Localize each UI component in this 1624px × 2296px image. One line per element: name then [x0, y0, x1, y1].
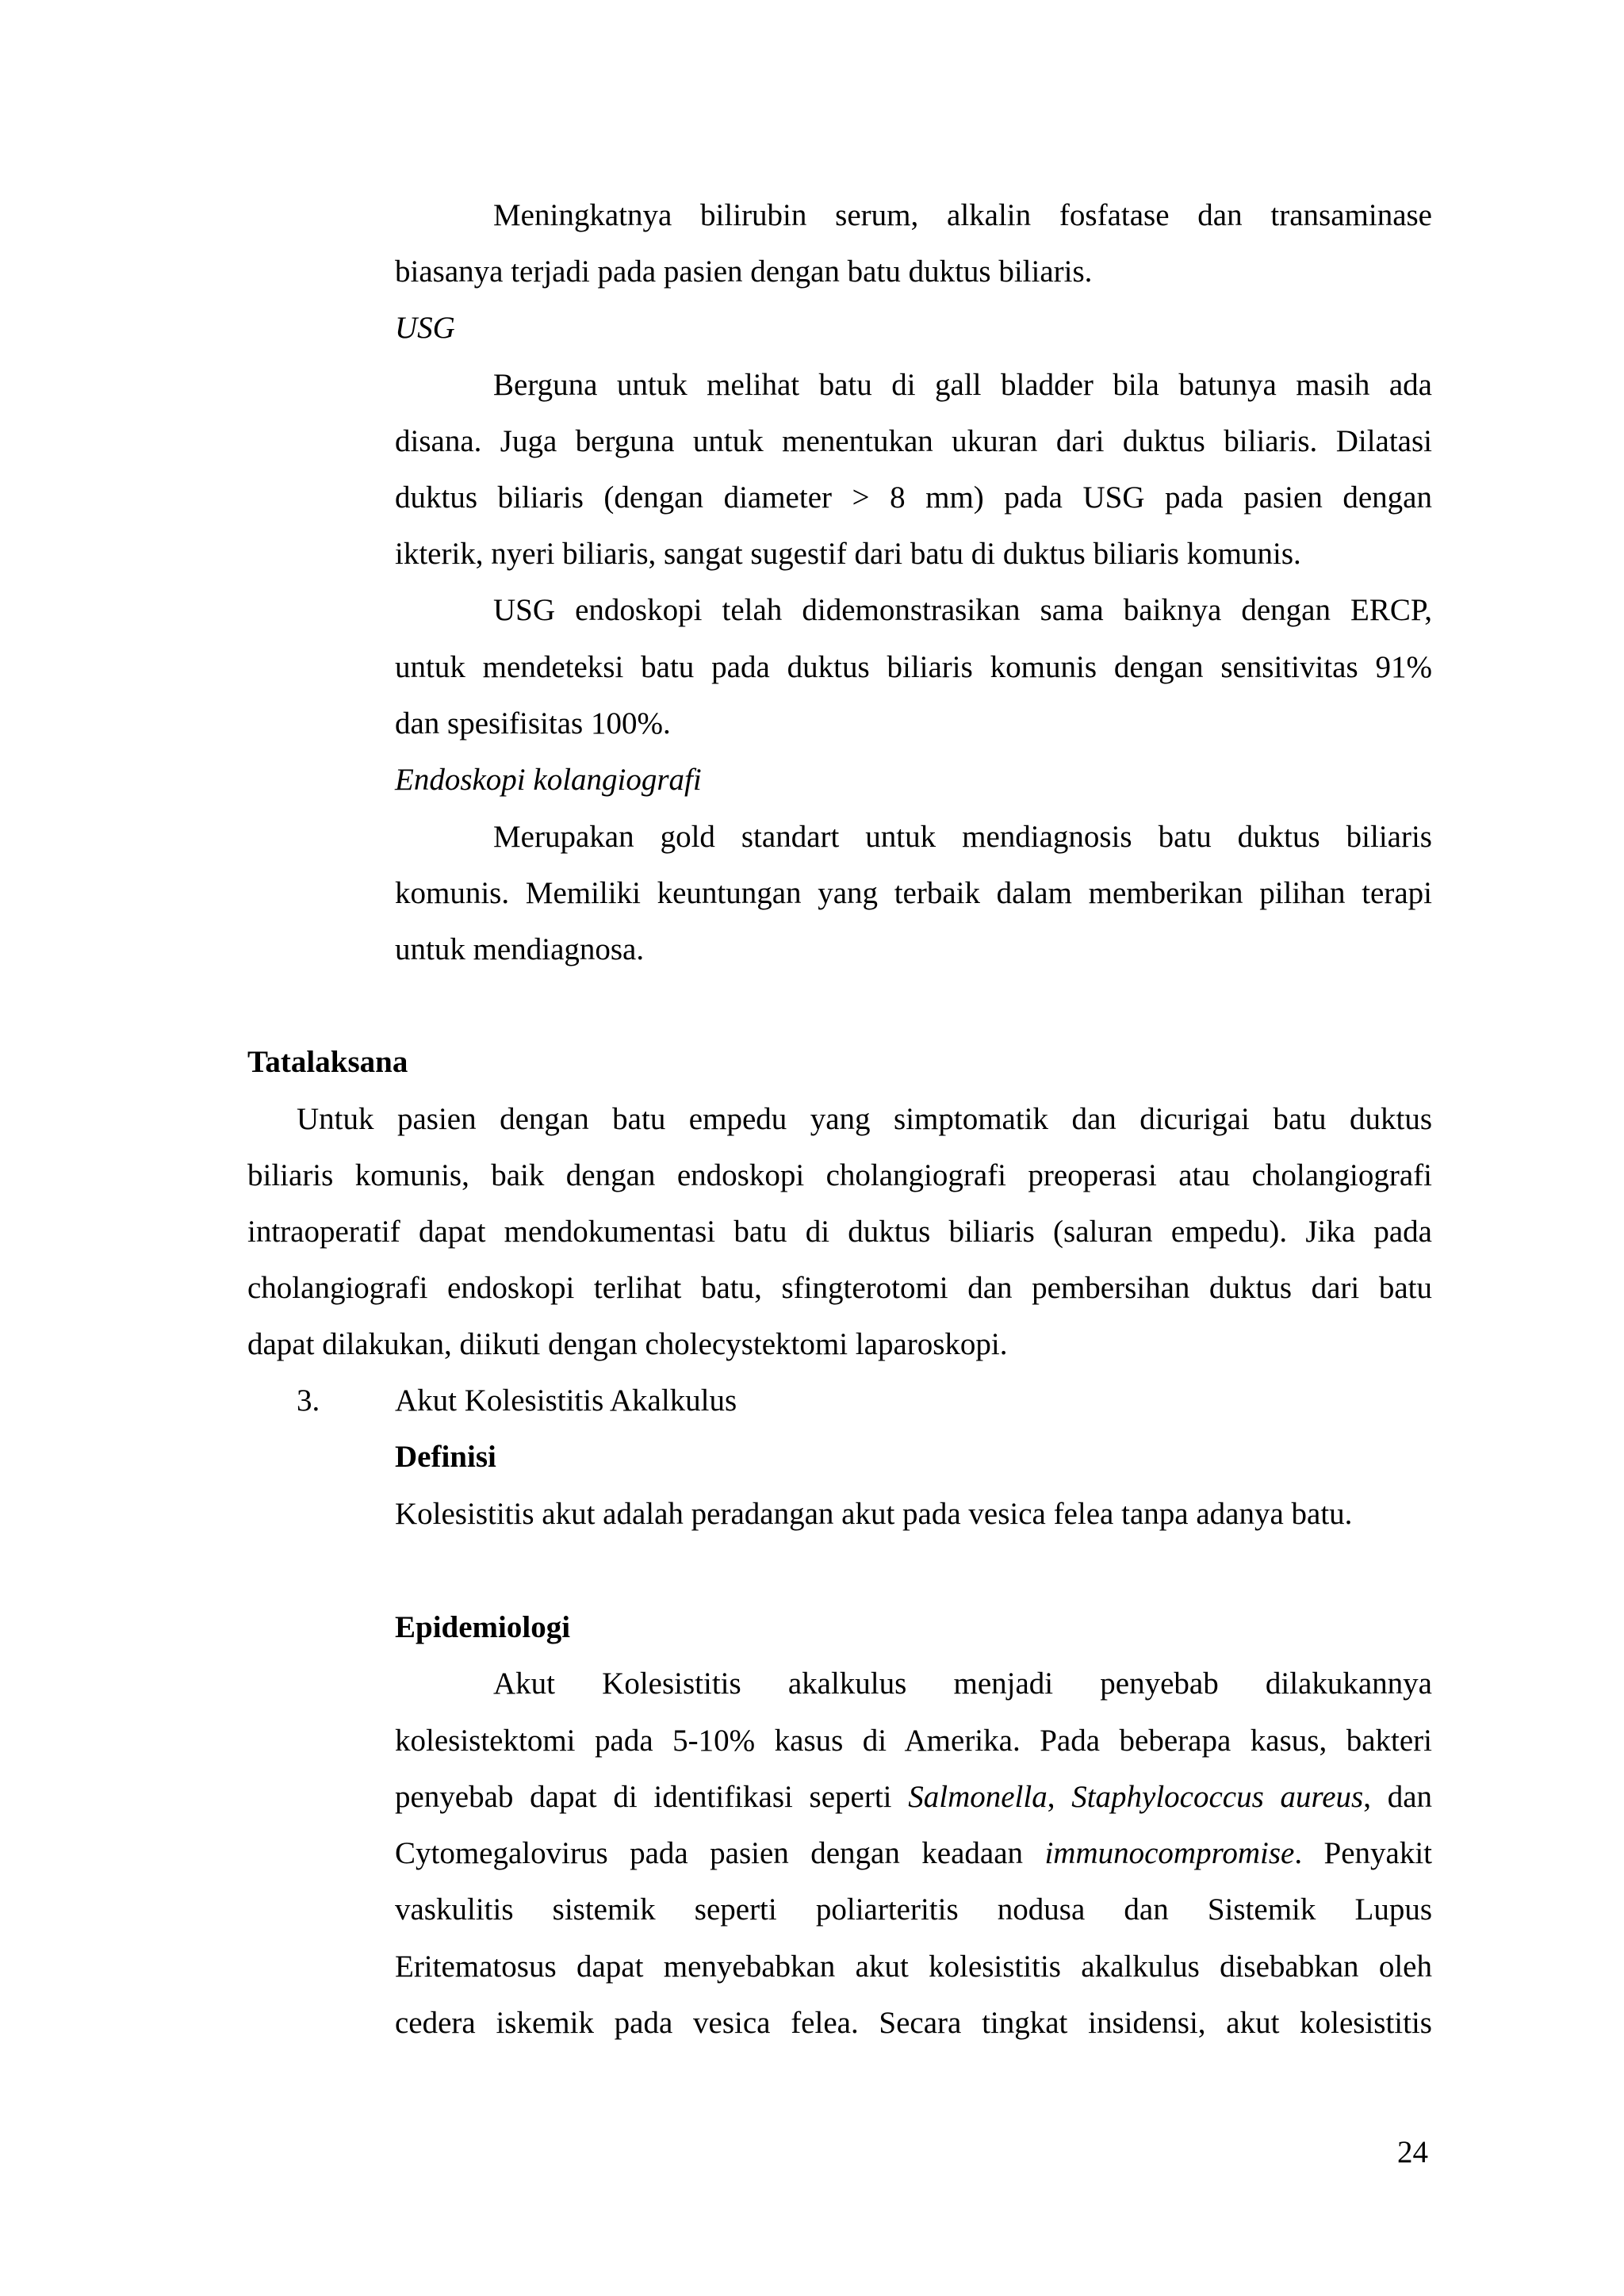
text-run: . Penyakit — [1294, 1836, 1432, 1870]
paragraph-line: duktus biliaris (dengan diameter > 8 mm) pada USG pada pasien dengan — [395, 480, 1432, 515]
paragraph-line: Untuk pasien dengan batu empedu yang simptomatik dan dicurigai batu duktus — [297, 1102, 1432, 1136]
paragraph-line: USG endoskopi telah didemonstrasikan sama baiknya dengan ERCP, — [493, 593, 1432, 627]
paragraph-line: dan spesifisitas 100%. — [395, 706, 671, 740]
paragraph-line: untuk mendiagnosa. — [395, 932, 645, 966]
paragraph-line: Merupakan gold standart untuk mendiagnosis batu duktus biliaris — [493, 820, 1432, 854]
organism-name: Salmonella — [908, 1780, 1048, 1814]
paragraph-line: kolesistektomi pada 5-10% kasus di Amerika. Pada beberapa kasus, bakteri — [395, 1724, 1432, 1758]
paragraph-line — [395, 1834, 1432, 1873]
heading-definisi: Definisi — [395, 1440, 496, 1474]
paragraph-line: untuk mendeteksi batu pada duktus biliaris komunis dengan sensitivitas 91% — [395, 650, 1432, 684]
paragraph-line: ikterik, nyeri biliaris, sangat sugestif dari batu di duktus biliaris komunis. — [395, 537, 1301, 571]
term-italic: immunocompromise — [1044, 1836, 1295, 1870]
heading-tatalaksana: Tatalaksana — [247, 1045, 408, 1079]
paragraph-line: biasanya terjadi pada pasien dengan batu duktus biliaris. — [395, 254, 1093, 289]
paragraph-line: cedera iskemik pada vesica felea. Secara tingkat insidensi, akut kolesistitis — [395, 2006, 1432, 2040]
paragraph-line: cholangiografi endoskopi terlihat batu, sfingterotomi dan pembersihan duktus dari batu — [247, 1271, 1432, 1305]
text-run: , — [1047, 1780, 1072, 1814]
paragraph-line: disana. Juga berguna untuk menentukan ukuran dari duktus biliaris. Dilatasi — [395, 424, 1432, 458]
section-title: Akut Kolesistitis Akalkulus — [395, 1383, 737, 1418]
subheading-usg: USG — [395, 311, 455, 345]
text-run: Cytomegalovirus pada pasien dengan keadaan — [395, 1836, 1045, 1870]
paragraph-line: intraoperatif dapat mendokumentasi batu di duktus biliaris (saluran empedu). Jika pada — [247, 1215, 1432, 1249]
paragraph-line: biliaris komunis, baik dengan endoskopi cholangiografi preoperasi atau cholangiografi — [247, 1158, 1432, 1192]
section-number: 3. — [297, 1383, 320, 1418]
text-run: , dan — [1363, 1780, 1432, 1814]
text-run: penyebab dapat di identifikasi seperti — [395, 1780, 909, 1814]
paragraph-line: Eritematosus dapat menyebabkan akut kolesistitis akalkulus disebabkan oleh — [395, 1950, 1432, 1984]
page-number: 24 — [1397, 2135, 1428, 2169]
paragraph-line: komunis. Memiliki keuntungan yang terbaik dalam memberikan pilihan terapi — [395, 876, 1432, 910]
heading-epidemiologi: Epidemiologi — [395, 1610, 571, 1644]
organism-name: Staphylococcus aureus — [1071, 1780, 1364, 1814]
paragraph-line — [395, 1777, 1432, 1817]
paragraph-line: Meningkatnya bilirubin serum, alkalin fosfatase dan transaminase — [493, 198, 1432, 232]
paragraph-line: Akut Kolesistitis akalkulus menjadi penyebab dilakukannya — [493, 1667, 1432, 1701]
paragraph-line: dapat dilakukan, diikuti dengan cholecystektomi laparoskopi. — [247, 1327, 1008, 1361]
paragraph-line: Kolesistitis akut adalah peradangan akut pada vesica felea tanpa adanya batu. — [395, 1497, 1353, 1531]
paragraph-line: vaskulitis sistemik seperti poliarteritis nodusa dan Sistemik Lupus — [395, 1892, 1432, 1927]
paragraph-line: Berguna untuk melihat batu di gall bladder bila batunya masih ada — [493, 368, 1432, 402]
subheading-endoskopi: Endoskopi kolangiografi — [395, 763, 702, 797]
